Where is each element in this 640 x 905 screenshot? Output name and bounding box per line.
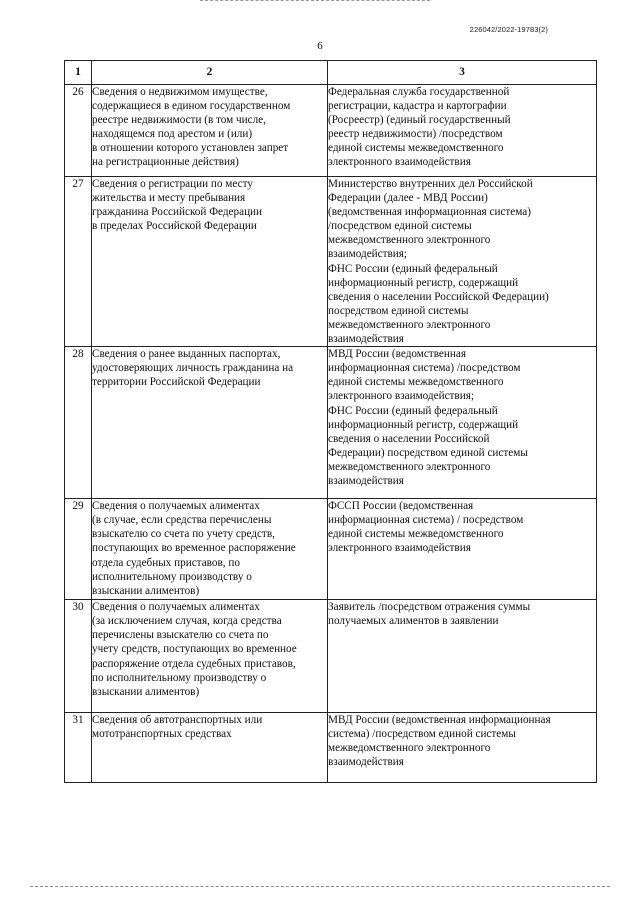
table-row: [65, 85, 597, 177]
source-line: МВД России (ведомственная: [328, 348, 466, 361]
source-line: межведомственного электронного: [328, 318, 491, 331]
info-line: удостоверяющих личность гражданина на: [92, 362, 294, 375]
source-cell: [328, 85, 597, 177]
row-number: 29: [65, 499, 92, 600]
info-line: гражданина Российской Федерации: [92, 206, 263, 219]
source-cell: [328, 177, 597, 347]
source-line: (ведомственная информационная система): [328, 206, 531, 219]
source-line: Федеральная служба государственной: [328, 86, 510, 98]
info-line: мототранспортных средствах: [92, 728, 232, 741]
column-header-3: 3: [328, 61, 597, 85]
info-line: на регистрационные действия): [92, 156, 239, 169]
source-cell: [328, 499, 597, 600]
source-cell: [328, 600, 597, 713]
info-line: Сведения о получаемых алиментах: [92, 601, 260, 614]
source-line: Заявитель /посредством отражения суммы: [328, 601, 531, 614]
source-line: взаимодействия: [328, 333, 404, 346]
source-line: ФНС России (единый федеральный: [328, 404, 498, 417]
table-row: [65, 177, 597, 347]
table-row: [65, 600, 597, 713]
row-number: 30: [65, 600, 92, 713]
table-row: [65, 713, 597, 783]
source-line: электронного взаимодействия: [328, 156, 471, 169]
source-line: информационная система) / посредством: [328, 514, 524, 527]
info-line: Сведения об автотранспортных или: [92, 714, 263, 727]
info-line: жительства и месту пребывания: [92, 192, 246, 205]
source-line: (Росреестр) (единый государственный: [328, 114, 511, 127]
source-line: единой системы межведомственного: [328, 376, 504, 389]
scan-artifact-bottom: [30, 884, 610, 887]
info-line: перечислены взыскателю со счета по: [92, 629, 269, 642]
source-line: регистрации, кадастра и картографии: [328, 100, 507, 113]
source-line: /посредством единой системы: [328, 220, 472, 233]
info-line: Сведения о регистрации по месту: [92, 178, 253, 190]
source-line: ФССП России (ведомственная: [328, 500, 474, 513]
info-line: учету средств, поступающих во временное: [92, 643, 297, 656]
row-number: 28: [65, 347, 92, 499]
source-line: межведомственного электронного: [328, 460, 491, 473]
info-cell: [92, 499, 328, 600]
row-number: 26: [65, 85, 92, 177]
source-line: посредством единой системы: [328, 304, 469, 317]
info-cell: [92, 347, 328, 499]
source-line: Министерство внутренних дел Российской: [328, 178, 533, 190]
source-cell: [328, 713, 597, 783]
source-line: взаимодействия;: [328, 248, 408, 261]
info-line: находящемся под арестом и (или): [92, 128, 253, 141]
info-cell: [92, 713, 328, 783]
source-line: получаемых алиментов в заявлении: [328, 615, 499, 628]
info-line: (в случае, если средства перечислены: [92, 514, 272, 527]
info-line: в пределах Российской Федерации: [92, 220, 257, 233]
source-line: единой системы межведомственного: [328, 142, 504, 155]
info-line: по исполнительному производству о: [92, 671, 267, 684]
table-row: [65, 499, 597, 600]
source-line: система) /посредством единой системы: [328, 728, 516, 741]
info-line: (за исключением случая, когда средства: [92, 615, 282, 628]
info-line: взыскателю со счета по учету средств,: [92, 528, 275, 541]
source-line: взаимодействия: [328, 756, 404, 769]
source-line: электронного взаимодействия: [328, 542, 471, 555]
info-line: Сведения о ранее выданных паспортах,: [92, 348, 281, 361]
info-line: распоряжение отдела судебных приставов,: [92, 657, 296, 670]
info-line: Сведения о недвижимом имуществе,: [92, 86, 268, 98]
row-number: 31: [65, 713, 92, 783]
table-header-row: [65, 61, 597, 85]
source-line: электронного взаимодействия;: [328, 390, 474, 403]
info-line: поступающих во временное распоряжение: [92, 542, 296, 555]
data-sources-table: [64, 60, 597, 783]
table-row: [65, 347, 597, 499]
info-cell: [92, 600, 328, 713]
info-line: содержащиеся в едином государственном: [92, 100, 291, 113]
source-line: информационный регистр, содержащий: [328, 418, 519, 431]
source-line: ФНС России (единый федеральный: [328, 262, 498, 275]
info-line: реестре недвижимости (в том числе,: [92, 114, 266, 127]
source-cell: [328, 347, 597, 499]
source-line: информационный регистр, содержащий: [328, 276, 519, 289]
source-line: межведомственного электронного: [328, 742, 491, 755]
info-line: отдела судебных приставов, по: [92, 556, 240, 569]
source-line: единой системы межведомственного: [328, 528, 504, 541]
column-header-1: 1: [65, 61, 92, 85]
info-line: взыскании алиментов): [92, 685, 200, 698]
source-line: сведения о населении Российской Федерации): [328, 290, 549, 303]
source-line: реестр недвижимости) /посредством: [328, 128, 503, 141]
info-line: в отношении которого установлен запрет: [92, 142, 289, 155]
info-line: исполнительному производству о: [92, 570, 252, 583]
row-number: 27: [65, 177, 92, 347]
source-line: сведения о населении Российской: [328, 432, 490, 445]
column-header-2: 2: [92, 61, 328, 85]
source-line: межведомственного электронного: [328, 234, 491, 247]
info-line: взыскании алиментов): [92, 584, 200, 597]
source-line: взаимодействия: [328, 474, 404, 487]
scan-artifact-top: [200, 0, 430, 7]
source-line: МВД России (ведомственная информационная: [328, 714, 551, 727]
info-line: территории Российской Федерации: [92, 376, 261, 389]
page-number: 6: [317, 40, 323, 52]
source-line: Федерации (далее - МВД России): [328, 192, 488, 205]
source-line: Федерации) посредством единой системы: [328, 446, 528, 459]
document-code: 226042/2022-19783(2): [469, 25, 548, 34]
info-line: Сведения о получаемых алиментах: [92, 500, 260, 513]
info-cell: [92, 85, 328, 177]
source-line: информационная система) /посредством: [328, 362, 521, 375]
info-cell: [92, 177, 328, 347]
